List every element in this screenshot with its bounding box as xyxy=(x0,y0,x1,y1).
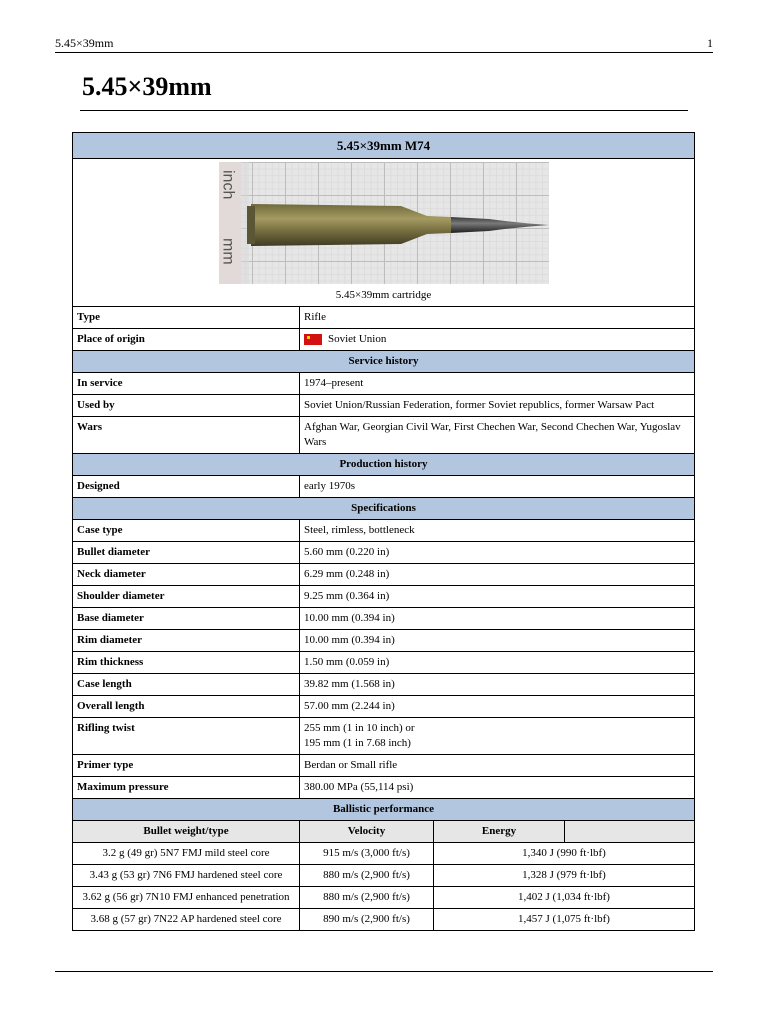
row-value: 9.25 mm (0.364 in) xyxy=(300,586,695,608)
table-row xyxy=(73,887,695,909)
section-header-specifications: Specifications xyxy=(73,498,695,520)
infobox-row xyxy=(73,417,695,454)
velocity-cell: 880 m/s (2,900 ft/s) xyxy=(300,865,434,887)
infobox-row xyxy=(73,329,695,351)
row-value: Steel, rimless, bottleneck xyxy=(300,520,695,542)
infobox-row xyxy=(73,542,695,564)
bullet-type-cell: 3.2 g (49 gr) 5N7 FMJ mild steel core xyxy=(73,843,300,865)
row-value: Soviet Union xyxy=(328,333,387,345)
bullet-type-cell: 3.68 g (57 gr) 7N22 AP hardened steel core xyxy=(73,909,300,931)
row-value: 10.00 mm (0.394 in) xyxy=(300,608,695,630)
row-label: Rim thickness xyxy=(73,652,300,674)
row-value: 255 mm (1 in 10 inch) or xyxy=(304,722,415,734)
row-label: Primer type xyxy=(73,755,300,777)
energy-cell: 1,328 J (979 ft·lbf) xyxy=(434,865,695,887)
row-value: early 1970s xyxy=(300,476,695,498)
ruler-label-mm: mm xyxy=(219,238,237,265)
ballistic-column-headers xyxy=(73,821,695,843)
infobox-row xyxy=(73,307,695,329)
section-header-production-history: Production history xyxy=(73,454,695,476)
row-value: Soviet Union/Russian Federation, former Soviet republics, former Warsaw Pact xyxy=(300,395,695,417)
infobox-caption: 5.45×39mm M74 xyxy=(73,133,695,159)
column-header: Bullet weight/type xyxy=(73,821,300,843)
infobox-row xyxy=(73,777,695,799)
row-label: Rifling twist xyxy=(73,718,300,755)
soviet-flag-icon xyxy=(304,334,322,345)
row-value-line-2: 195 mm (1 in 7.68 inch) xyxy=(304,737,411,749)
infobox-row xyxy=(73,373,695,395)
velocity-cell: 915 m/s (3,000 ft/s) xyxy=(300,843,434,865)
table-row xyxy=(73,843,695,865)
row-value: Berdan or Small rifle xyxy=(300,755,695,777)
infobox-row xyxy=(73,630,695,652)
infobox-row xyxy=(73,696,695,718)
row-label: Place of origin xyxy=(73,329,300,351)
row-value: Afghan War, Georgian Civil War, First Chechen War, Second Chechen War, Yugoslav Wars xyxy=(300,417,695,454)
row-value: 39.82 mm (1.568 in) xyxy=(300,674,695,696)
infobox-row xyxy=(73,476,695,498)
row-label: Base diameter xyxy=(73,608,300,630)
row-value: 6.29 mm (0.248 in) xyxy=(300,564,695,586)
table-row xyxy=(73,865,695,887)
velocity-cell: 880 m/s (2,900 ft/s) xyxy=(300,887,434,909)
energy-cell: 1,340 J (990 ft·lbf) xyxy=(434,843,695,865)
ruler-label-inch: inch xyxy=(219,170,237,200)
infobox-row xyxy=(73,652,695,674)
row-label: Used by xyxy=(73,395,300,417)
column-header: Velocity xyxy=(300,821,434,843)
section-header-service-history: Service history xyxy=(73,351,695,373)
row-value: 10.00 mm (0.394 in) xyxy=(300,630,695,652)
infobox-row xyxy=(73,674,695,696)
row-label: Rim diameter xyxy=(73,630,300,652)
velocity-cell: 890 m/s (2,900 ft/s) xyxy=(300,909,434,931)
row-label: Neck diameter xyxy=(73,564,300,586)
infobox-row xyxy=(73,395,695,417)
row-value: Rifle xyxy=(300,307,695,329)
row-label: Overall length xyxy=(73,696,300,718)
infobox xyxy=(72,132,695,931)
footer-divider xyxy=(55,971,713,972)
article-title: 5.45×39mm xyxy=(82,72,212,101)
row-label: Shoulder diameter xyxy=(73,586,300,608)
row-value: 57.00 mm (2.244 in) xyxy=(300,696,695,718)
row-value: 380.00 MPa (55,114 psi) xyxy=(300,777,695,799)
row-label: Designed xyxy=(73,476,300,498)
row-value: 1.50 mm (0.059 in) xyxy=(300,652,695,674)
column-header xyxy=(565,821,695,843)
infobox-row xyxy=(73,520,695,542)
row-label: Maximum pressure xyxy=(73,777,300,799)
bullet-type-cell: 3.43 g (53 gr) 7N6 FMJ hardened steel core xyxy=(73,865,300,887)
row-value: 1974–present xyxy=(300,373,695,395)
energy-cell: 1,457 J (1,075 ft·lbf) xyxy=(434,909,695,931)
row-label: Bullet diameter xyxy=(73,542,300,564)
row-label: Case length xyxy=(73,674,300,696)
row-value: 5.60 mm (0.220 in) xyxy=(300,542,695,564)
infobox-row xyxy=(73,718,695,755)
title-divider xyxy=(80,110,688,111)
row-label: Wars xyxy=(73,417,300,454)
page-number: 1 xyxy=(707,36,713,50)
running-head-title: 5.45×39mm xyxy=(55,36,114,50)
infobox-row xyxy=(73,755,695,777)
column-header: Energy xyxy=(434,821,565,843)
running-head xyxy=(55,36,713,53)
bullet-type-cell: 3.62 g (56 gr) 7N10 FMJ enhanced penetration xyxy=(73,887,300,909)
infobox-row xyxy=(73,608,695,630)
energy-cell: 1,402 J (1,034 ft·lbf) xyxy=(434,887,695,909)
table-row xyxy=(73,909,695,931)
row-label: Case type xyxy=(73,520,300,542)
section-header-ballistic-performance: Ballistic performance xyxy=(73,799,695,821)
infobox-row xyxy=(73,586,695,608)
image-caption: 5.45×39mm cartridge xyxy=(335,289,432,301)
infobox-row xyxy=(73,564,695,586)
row-label: Type xyxy=(73,307,300,329)
row-label: In service xyxy=(73,373,300,395)
cartridge-image xyxy=(219,162,549,284)
